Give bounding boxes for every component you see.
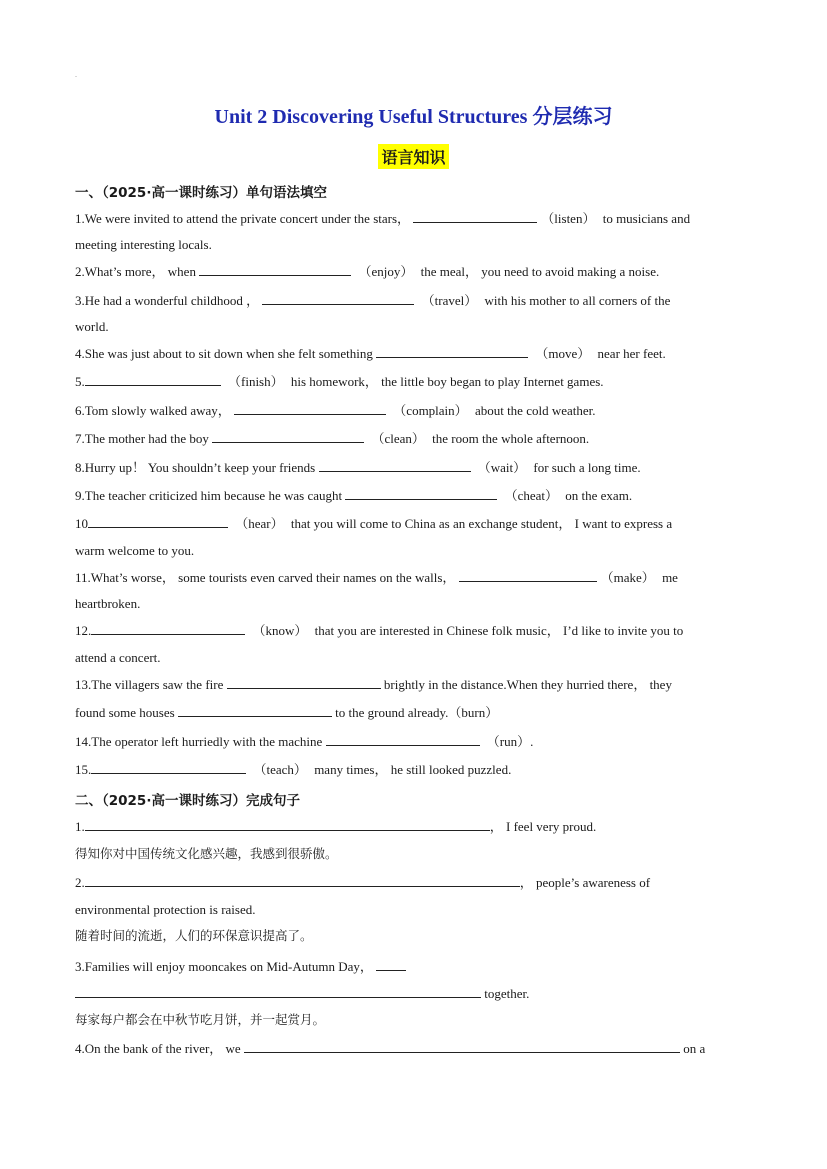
answer-blank-5[interactable] bbox=[85, 373, 221, 386]
sentence-blank-2[interactable] bbox=[85, 874, 520, 887]
question-12-cont: attend a concert. bbox=[75, 650, 161, 665]
sentence-4: 4.On the bank of the river， we on a bbox=[75, 1041, 706, 1056]
sentence-2-cont: environmental protection is raised. bbox=[75, 902, 256, 917]
section-badge: 语言知识 bbox=[378, 144, 448, 169]
question-13: 13.The villagers saw the fire brightly in the distance.When they hurried there， they bbox=[75, 677, 672, 692]
question-10-cont: warm welcome to you. bbox=[75, 543, 195, 558]
sentence-3-cont: together. bbox=[75, 985, 753, 1002]
answer-blank-3[interactable] bbox=[262, 292, 414, 305]
answer-blank-15[interactable] bbox=[91, 761, 246, 774]
page-title: Unit 2 Discovering Useful Structures 分层练习 bbox=[214, 106, 613, 128]
question-13-cont: found some houses to the ground already.（burn） bbox=[75, 705, 499, 720]
answer-blank-9[interactable] bbox=[345, 487, 497, 500]
sentence-blank-3a[interactable] bbox=[376, 958, 406, 971]
question-2: 2.What’s more， when （enjoy） the meal， you need to avoid making a noise. bbox=[75, 264, 660, 279]
question-11-cont: heartbroken. bbox=[75, 596, 141, 611]
sentence-1: 1. ， I feel very proud. bbox=[75, 819, 597, 834]
question-11: 11.What’s worse， some tourists even carved their names on the walls， （make） me bbox=[75, 570, 678, 585]
answer-blank-14[interactable] bbox=[326, 733, 480, 746]
answer-blank-1[interactable] bbox=[413, 210, 537, 223]
answer-blank-4[interactable] bbox=[376, 345, 528, 358]
question-5: 5. （finish） his homework， the little boy began to play Internet games. bbox=[75, 374, 604, 389]
question-3: 3.He had a wonderful childhood ， （travel） with his mother to all corners of the bbox=[75, 293, 671, 308]
question-12: 12. （know） that you are interested in Chinese folk music， I’d like to invite you to bbox=[75, 623, 684, 638]
answer-blank-12[interactable] bbox=[91, 622, 245, 635]
answer-blank-11[interactable] bbox=[459, 569, 597, 582]
answer-blank-2[interactable] bbox=[199, 263, 351, 276]
question-3-cont: world. bbox=[75, 319, 109, 334]
question-7: 7.The mother had the boy （clean） the room the whole afternoon. bbox=[75, 431, 590, 446]
question-15: 15. （teach） many times， he still looked puzzled. bbox=[75, 762, 512, 777]
question-9: 9.The teacher criticized him because he was caught （cheat） on the exam. bbox=[75, 488, 633, 503]
sentence-3: 3.Families will enjoy mooncakes on Mid-Autumn Day， bbox=[75, 958, 753, 975]
question-1: 1.We were invited to attend the private concert under the stars， （listen） to musicians and bbox=[75, 211, 691, 226]
section-heading-grammar: 一、（2025·高一课时练习）单句语法填空 bbox=[75, 185, 327, 201]
question-4: 4.She was just about to sit down when she felt something （move） near her feet. bbox=[75, 346, 666, 361]
answer-blank-6[interactable] bbox=[234, 402, 386, 415]
answer-blank-8[interactable] bbox=[319, 459, 471, 472]
answer-blank-7[interactable] bbox=[212, 430, 364, 443]
answer-blank-13a[interactable] bbox=[227, 676, 381, 689]
sentence-3-translation: 每家每户都会在中秋节吃月饼，并一起赏月。 bbox=[75, 1012, 326, 1027]
question-10: 10 （hear） that you will come to China as an exchange student， I want to express a bbox=[75, 516, 673, 531]
sentence-2: 2. ， people’s awareness of bbox=[75, 875, 651, 890]
sentence-1-translation: 得知你对中国传统文化感兴趣，我感到很骄傲。 bbox=[75, 846, 338, 861]
answer-blank-10[interactable] bbox=[88, 515, 228, 528]
question-14: 14.The operator left hurriedly with the machine （run）. bbox=[75, 734, 534, 749]
sentence-blank-4[interactable] bbox=[244, 1040, 680, 1053]
answer-blank-13b[interactable] bbox=[178, 704, 332, 717]
question-6: 6.Tom slowly walked away， （complain） about the cold weather. bbox=[75, 403, 596, 418]
section-heading-sentences: 二、（2025·高一课时练习）完成句子 bbox=[75, 793, 300, 809]
sentence-2-translation: 随着时间的流逝，人们的环保意识提高了。 bbox=[75, 928, 313, 943]
page-mark: . bbox=[75, 70, 77, 79]
question-8: 8.Hurry up！ You shouldn’t keep your friends （wait） for such a long time. bbox=[75, 460, 641, 475]
sentence-blank-3b[interactable] bbox=[75, 985, 481, 998]
question-1-cont: meeting interesting locals. bbox=[75, 237, 212, 252]
sentence-blank-1[interactable] bbox=[85, 818, 490, 831]
